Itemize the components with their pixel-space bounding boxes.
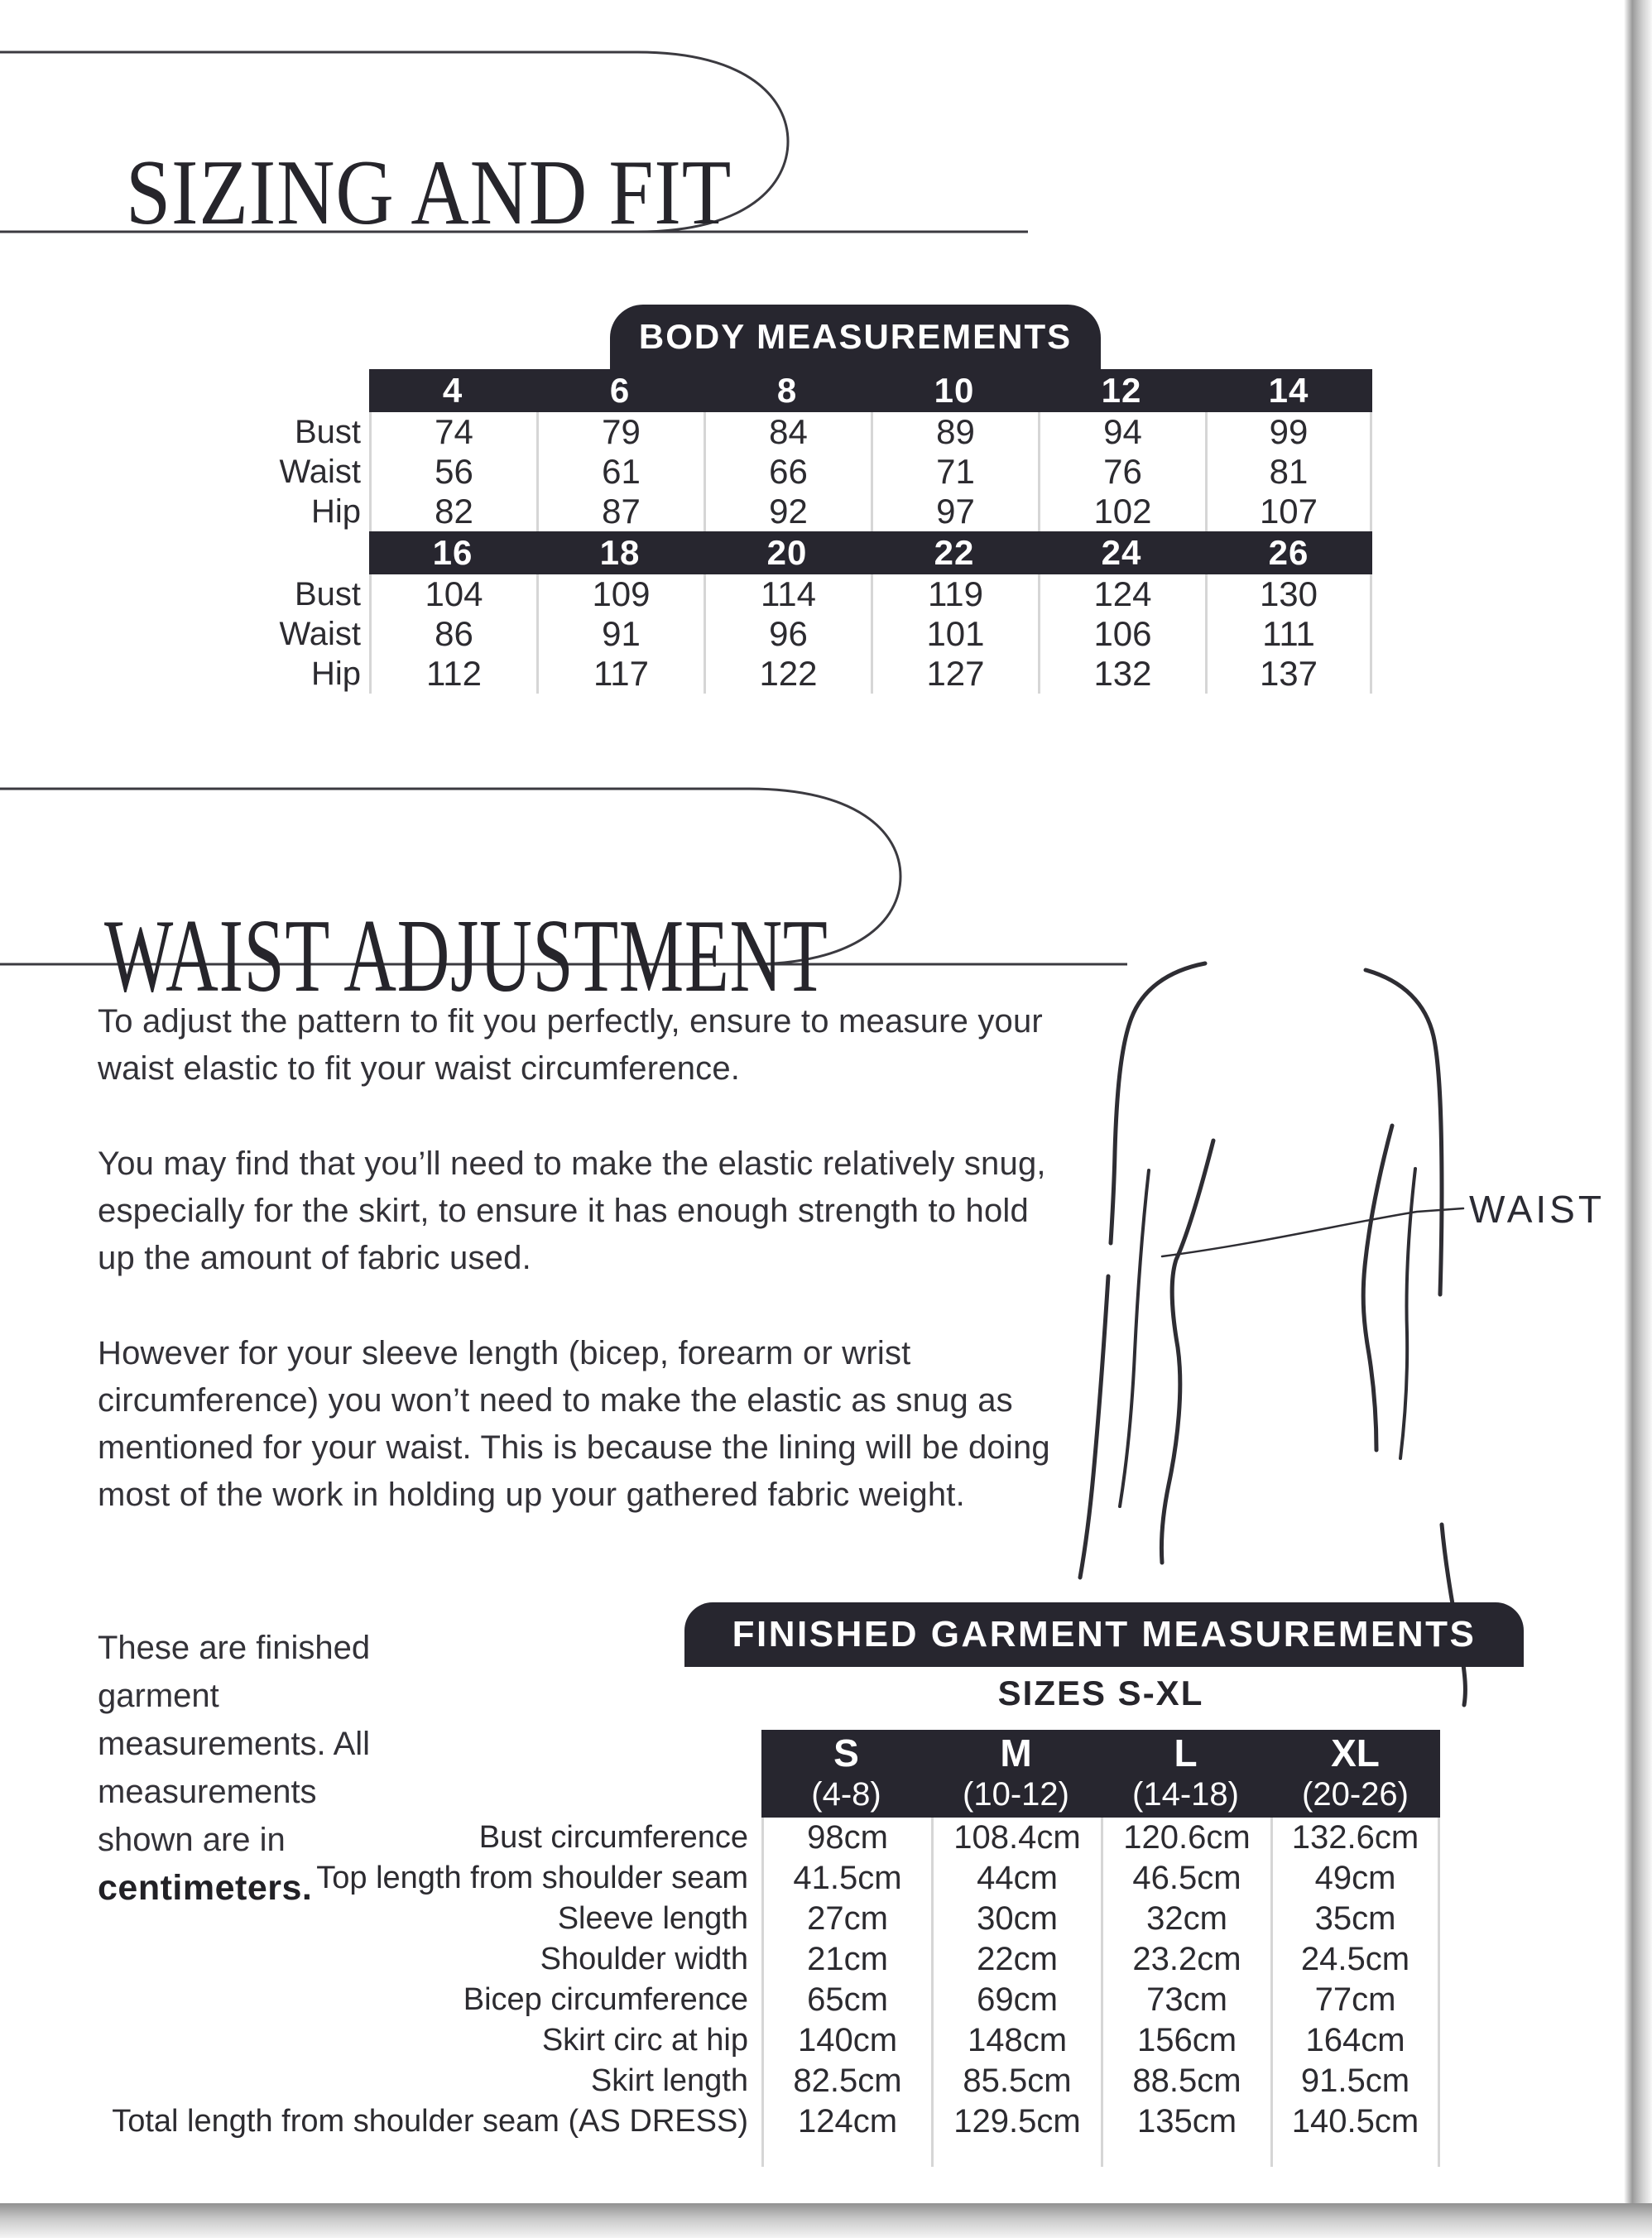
table-cell: 49cm xyxy=(1270,1858,1440,1899)
paragraph: To adjust the pattern to fit you perfectly, ensure to measure your waist elastic to fit your waist circumference. xyxy=(98,1003,1043,1087)
table-cell: 127 xyxy=(871,654,1038,694)
row-label: Shoulder width xyxy=(540,1942,748,1976)
size-range-header: (14-18) xyxy=(1101,1776,1270,1818)
table-cell: 73cm xyxy=(1101,1980,1270,2020)
table-cell: 87 xyxy=(536,492,704,531)
row-label: Bicep circumference xyxy=(463,1982,748,2017)
table-cell: 156cm xyxy=(1101,2020,1270,2061)
table-cell: 23.2cm xyxy=(1101,1939,1270,1980)
size-header: 22 xyxy=(871,531,1038,574)
spacer-cell xyxy=(83,1776,761,1818)
table-cell: 108.4cm xyxy=(931,1818,1101,1858)
table-cell: 88.5cm xyxy=(1101,2061,1270,2101)
size-range-header: (20-26) xyxy=(1270,1776,1440,1818)
waist-adjustment-copy xyxy=(98,998,1058,1567)
table-cell: 91.5cm xyxy=(1270,2061,1440,2101)
table-cell: 76 xyxy=(1038,452,1205,492)
note-text: These are finished garment measurements. All measurements shown are in xyxy=(98,1630,371,1858)
table-cell: 56 xyxy=(369,452,536,492)
paragraph: However for your sleeve length (bicep, forearm or wrist circumference) you won’t need to make the elastic as snug as mentioned for your waist. This is because the lining will be doing most of the work in holding up your gathered fabric weight. xyxy=(98,1335,1050,1513)
table-cell: 27cm xyxy=(761,1899,931,1939)
table-cell: 71 xyxy=(871,452,1038,492)
table-cell: 114 xyxy=(704,574,871,614)
table-cell: 99 xyxy=(1205,412,1372,452)
row-label: Waist xyxy=(279,615,361,652)
table-cell: 86 xyxy=(369,614,536,654)
sizes-range-subtitle: SIZES S-XL xyxy=(997,1674,1204,1712)
table-cell: 94 xyxy=(1038,412,1205,452)
left-body-line xyxy=(1161,1141,1213,1563)
size-header: 12 xyxy=(1038,369,1205,412)
paragraph: You may find that you’ll need to make the elastic relatively snug, especially for the skirt, to ensure it has enough strength to hold up the amount of fabric used. xyxy=(98,1145,1046,1276)
table-cell: 22cm xyxy=(931,1939,1101,1980)
page-title-sizing: SIZING AND FIT xyxy=(126,142,732,245)
left-inner-arm-line xyxy=(1120,1170,1149,1506)
body-measurements-badge: BODY MEASUREMENTS xyxy=(610,305,1101,369)
waist-line xyxy=(1162,1208,1463,1256)
table-cell: 84 xyxy=(704,412,871,452)
row-label: Sleeve length xyxy=(557,1901,748,1936)
table-cell: 106 xyxy=(1038,614,1205,654)
column-rule-tail xyxy=(1270,2142,1440,2167)
size-header: 4 xyxy=(369,369,536,412)
spacer-cell xyxy=(273,369,369,412)
size-header: 8 xyxy=(704,369,871,412)
table-cell: 21cm xyxy=(761,1939,931,1980)
table-cell: 101 xyxy=(871,614,1038,654)
column-rule-tail xyxy=(931,2142,1101,2167)
spacer-cell xyxy=(83,1730,761,1776)
right-shoulder-arm-line xyxy=(1366,970,1442,1294)
table-cell: 97 xyxy=(871,492,1038,531)
table-cell: 140cm xyxy=(761,2020,931,2061)
table-cell: 82 xyxy=(369,492,536,531)
table-cell: 119 xyxy=(871,574,1038,614)
table-cell: 117 xyxy=(536,654,704,694)
row-label: Bust xyxy=(294,575,361,612)
table-cell: 130 xyxy=(1205,574,1372,614)
table-cell: 135cm xyxy=(1101,2101,1270,2142)
table-cell: 98cm xyxy=(761,1818,931,1858)
table-cell: 111 xyxy=(1205,614,1372,654)
size-header: S xyxy=(761,1730,931,1776)
finished-garment-badge: FINISHED GARMENT MEASUREMENTS xyxy=(684,1602,1524,1667)
size-header: 24 xyxy=(1038,531,1205,574)
table-cell: 129.5cm xyxy=(931,2101,1101,2142)
table-cell: 92 xyxy=(704,492,871,531)
spacer-cell xyxy=(83,2142,761,2167)
page-edge-shadow-bottom xyxy=(0,2203,1652,2238)
table-cell: 122 xyxy=(704,654,871,694)
size-header: XL xyxy=(1270,1730,1440,1776)
table-cell: 109 xyxy=(536,574,704,614)
left-forearm-line xyxy=(1080,1276,1108,1578)
row-label: Top length from shoulder seam xyxy=(316,1861,748,1895)
row-label: Bust circumference xyxy=(478,1820,748,1855)
table-cell: 66 xyxy=(704,452,871,492)
row-label: Skirt length xyxy=(590,2063,748,2098)
column-rule-tail xyxy=(761,2142,931,2167)
table-cell: 89 xyxy=(871,412,1038,452)
size-range-header: (4-8) xyxy=(761,1776,931,1818)
table-cell: 148cm xyxy=(931,2020,1101,2061)
table-cell: 140.5cm xyxy=(1270,2101,1440,2142)
size-header: 6 xyxy=(536,369,704,412)
row-label: Skirt circ at hip xyxy=(541,2023,748,2058)
torso-line-drawing xyxy=(1051,952,1639,1713)
table-cell: 137 xyxy=(1205,654,1372,694)
table-cell: 132 xyxy=(1038,654,1205,694)
table-cell: 69cm xyxy=(931,1980,1101,2020)
table-cell: 164cm xyxy=(1270,2020,1440,2061)
waist-label: WAIST xyxy=(1469,1188,1605,1231)
table-cell: 82.5cm xyxy=(761,2061,931,2101)
table-cell: 35cm xyxy=(1270,1899,1440,1939)
row-label: Hip xyxy=(310,492,361,530)
size-header: 20 xyxy=(704,531,871,574)
row-label: Bust xyxy=(294,413,361,450)
size-header: 18 xyxy=(536,531,704,574)
table-cell: 120.6cm xyxy=(1101,1818,1270,1858)
table-cell: 96 xyxy=(704,614,871,654)
table-cell: 79 xyxy=(536,412,704,452)
row-label: Waist xyxy=(279,453,361,490)
table-cell: 32cm xyxy=(1101,1899,1270,1939)
table-cell: 74 xyxy=(369,412,536,452)
body-measurements-table xyxy=(273,369,1372,694)
table-cell: 81 xyxy=(1205,452,1372,492)
table-cell: 46.5cm xyxy=(1101,1858,1270,1899)
table-cell: 30cm xyxy=(931,1899,1101,1939)
table-cell: 124 xyxy=(1038,574,1205,614)
size-header: 10 xyxy=(871,369,1038,412)
note-emphasis: centimeters. xyxy=(98,1868,313,1908)
table-cell: 77cm xyxy=(1270,1980,1440,2020)
table-cell: 104 xyxy=(369,574,536,614)
table-cell: 85.5cm xyxy=(931,2061,1101,2101)
page-edge-shadow-right xyxy=(1624,0,1652,2238)
table-cell: 41.5cm xyxy=(761,1858,931,1899)
table-cell: 112 xyxy=(369,654,536,694)
row-label: Hip xyxy=(310,655,361,692)
table-cell: 65cm xyxy=(761,1980,931,2020)
column-rule-tail xyxy=(1101,2142,1270,2167)
size-range-header: (10-12) xyxy=(931,1776,1101,1818)
table-cell: 61 xyxy=(536,452,704,492)
size-header: 16 xyxy=(369,531,536,574)
table-cell: 124cm xyxy=(761,2101,931,2142)
table-cell: 44cm xyxy=(931,1858,1101,1899)
spacer-cell xyxy=(273,531,369,574)
row-label: Total length from shoulder seam (AS DRESS) xyxy=(112,2104,748,2139)
size-header: L xyxy=(1101,1730,1270,1776)
table-cell: 107 xyxy=(1205,492,1372,531)
size-header: 26 xyxy=(1205,531,1372,574)
table-cell: 132.6cm xyxy=(1270,1818,1440,1858)
size-header: M xyxy=(931,1730,1101,1776)
left-shoulder-arm-line xyxy=(1111,963,1205,1243)
table-cell: 91 xyxy=(536,614,704,654)
table-cell: 24.5cm xyxy=(1270,1939,1440,1980)
section-title-waist-adjustment: WAIST ADJUSTMENT xyxy=(104,898,828,1014)
table-cell: 102 xyxy=(1038,492,1205,531)
right-body-line xyxy=(1363,1126,1392,1450)
finished-garment-table xyxy=(83,1730,1440,2167)
size-header: 14 xyxy=(1205,369,1372,412)
